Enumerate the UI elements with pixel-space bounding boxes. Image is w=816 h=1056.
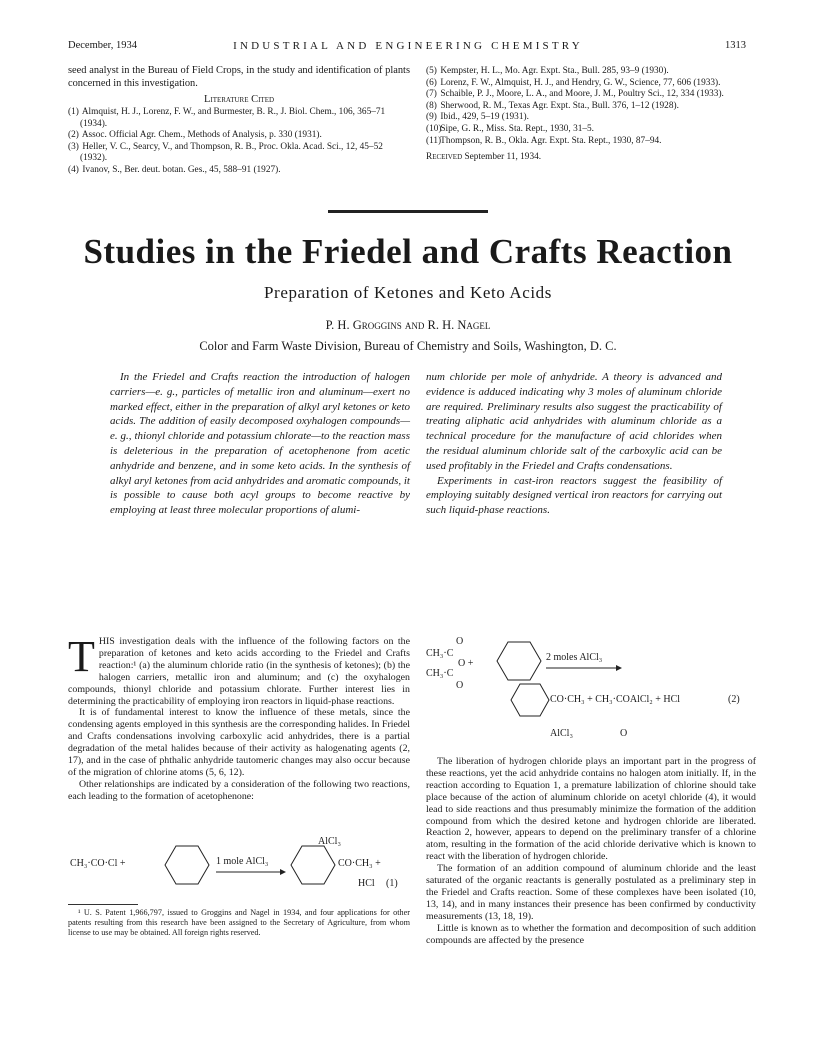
eq2-oxygen: O	[620, 728, 628, 739]
eq2-reagent: 2 moles AlCl₃	[546, 652, 603, 663]
body-left-column	[68, 632, 410, 803]
references-list-left	[68, 107, 410, 177]
references-list-right	[426, 66, 756, 164]
benzene-ring-icon	[164, 844, 210, 886]
reference-item: (6) Lorenz, F. W., Almquist, H. J., and Hendry, G. W., Science, 77, 606 (1933).	[426, 77, 721, 88]
reference-item: (7) Schaible, P. J., Moore, L. A., and Moore, J. M., Poultry Sci., 12, 334 (1933).	[426, 89, 724, 100]
literature-cited-heading: Literature Cited	[203, 94, 275, 105]
reference-item: (8) Sherwood, R. M., Texas Agr. Expt. Sta., Bull. 376, 1–12 (1928).	[426, 100, 679, 111]
abstract-left: In the Friedel and Crafts reaction the introduction of halogen carriers—e. g., particles of metallic iron and aluminum—exert no marked effect, either in the preparation of alkyl aryl ketones or keto acids. The addition of easily decomposed oxyhalogen compounds—e. g., thionyl chloride and potassium chlorate—to the reaction mass is deleterious in the preparation of acetophenone from acetic anhydride and benzene, and in some keto acids. In the synthesis of alkyl aryl ketones from acid anhydrides and aromatic compounds, it is possible to cause both acyl groups to become reactive by employing at least three molecular proportions of alumi-	[110, 371, 410, 517]
benzene-ring-icon	[496, 640, 542, 682]
drop-cap: T	[68, 632, 95, 681]
body-paragraph: It is of fundamental interest to know the influence of these metals, since the condensing agents employed in this synthesis are the corresponding halides. In Friedel and Crafts condensations involving carboxylic acid anhydrides, there is a partial degradation of the metal halides because of their activity as halogenating agents (2, 17), and in the case of phthalic anhydride tautomeric changes may also occur because of the migration of chlorine atoms (5, 6, 12).	[68, 707, 410, 778]
arrow-icon	[546, 664, 622, 672]
footnote-rule	[68, 904, 138, 905]
eq1-reactant: CH₃·CO·Cl +	[70, 858, 126, 869]
article-affiliation: Color and Farm Waste Division, Bureau of Chemistry and Soils, Washington, D. C.	[199, 339, 617, 353]
previous-article-text: seed analyst in the Bureau of Field Crops, in the study and identification of plants concerned in this investigation.	[68, 65, 410, 89]
benzene-ring-icon	[290, 844, 336, 886]
arrow-icon	[216, 868, 286, 876]
eq1-catalyst: AlCl₃	[318, 836, 341, 847]
reference-item: (9) Ibid., 429, 5–19 (1931).	[426, 112, 529, 123]
reference-item: (11) Thompson, R. B., Okla. Agr. Expt. Sta. Rept., 1930, 87–94.	[426, 135, 662, 146]
eq1-product: CO·CH₃ +	[338, 858, 381, 869]
header-date: December, 1934	[68, 40, 137, 51]
eq2-alcl3: AlCl₃	[550, 728, 573, 739]
abstract-paragraph: Experiments in cast-iron reactors suggest the feasibility of employing suitably designed vertical iron reactors for carrying out such liquid-phase reactions.	[426, 474, 722, 517]
section-divider	[328, 210, 488, 213]
reference-item: (4) Ivanov, S., Ber. deut. botan. Ges., 45, 588–91 (1927).	[68, 164, 281, 175]
abstract-paragraph: num chloride per mole of anhydride. A theory is advanced and evidence is adduced indicating why 3 moles of aluminum chloride are required. Preliminary results also suggest the practicability of treating aliphatic acid anhydrides with aluminum chloride as a technical procedure for the manufacture of acid chlorides when the residual aluminum chloride salt of the carboxylic acid can be used profitably in the Friedel and Crafts condensations.	[426, 371, 722, 472]
eq1-number: (1)	[386, 878, 398, 889]
eq2-number: (2)	[728, 694, 740, 705]
equation-1	[68, 836, 410, 892]
article-authors: P. H. Groggins and R. H. Nagel	[325, 318, 491, 332]
eq1-byproduct: HCl	[358, 878, 375, 889]
body-paragraph: The formation of an addition compound of aluminum chloride and the least saturated of the organic reactants is generally postulated as a preliminary step in the Friedel and Crafts reaction. Some of these complexes have been isolated (10, 13, 14), and in many instances their presence has been confirmed by conductivity measurements (13, 18, 19).	[426, 863, 756, 922]
body-right-column	[426, 756, 756, 947]
eq2-product: CO·CH₃ + CH₃·COAlCl₂ + HCl	[550, 694, 681, 705]
received-date: Received September 11, 1934.	[426, 152, 542, 163]
header-journal: INDUSTRIAL AND ENGINEERING CHEMISTRY	[233, 40, 583, 52]
article-title: Studies in the Friedel and Crafts Reaction	[83, 232, 733, 271]
reference-item: (3) Heller, V. C., Searcy, V., and Thompson, R. B., Proc. Okla. Acad. Sci., 12, 45–52 (1932).	[68, 141, 383, 164]
equation-2: O CH₃·C O + CH₃·C O 2 moles AlCl₃ CO·CH₃ + CH₃·COAlCl₂ + HCl (2)	[426, 636, 756, 714]
previous-article-end-left	[68, 64, 410, 177]
body-paragraph: Other relationships are indicated by a consideration of the following two reactions, each leading to the formation of acetophenone:	[68, 778, 410, 802]
abstract-right	[426, 370, 722, 518]
reference-item: (2) Assoc. Official Agr. Chem., Methods of Analysis, p. 330 (1931).	[68, 130, 322, 141]
body-paragraph: The liberation of hydrogen chloride plays an important part in the progress of these reactions, yet the acid anhydride contains no halogen atom initially. If, in the reaction according to Equation 1, a premature labilization of chlorine should take place because of the action of aluminum chloride on acetyl chloride (4), it would lead to side reactions and thus presumably minimize the formation of the addition compound from which the desired ketone and hydrogen chloride are liberated. Reaction 2, however, appears to depend on the preliminary transfer of a chlorine atom, resulting in the formation of the acid chloride derivative which is known to react with the liberation of hydrogen chloride.	[426, 756, 756, 863]
header-page-number: 1313	[725, 40, 746, 51]
footnote: ¹ U. S. Patent 1,966,797, issued to Groggins and Nagel in 1934, and four applications for other patents resulting from this research have been assigned to the Secretary of Agriculture, from whom license to use may be obtained. All foreign rights reserved.	[68, 908, 410, 938]
eq1-reagent: 1 mole AlCl₃	[216, 856, 269, 867]
article-subtitle: Preparation of Ketones and Keto Acids	[264, 283, 552, 302]
benzene-ring-icon	[510, 682, 550, 718]
body-paragraph: Little is known as to whether the formation and decomposition of such addition compounds are affected by the presence	[426, 922, 756, 946]
reference-item: (10) Sipe, G. R., Miss. Sta. Rept., 1930, 31–5.	[426, 123, 594, 134]
reference-item: (1) Almquist, H. J., Lorenz, F. W., and Burmester, B. R., J. Biol. Chem., 106, 365–71 (1934).	[68, 107, 386, 129]
reference-item: (5) Kempster, H. L., Mo. Agr. Expt. Sta., Bull. 285, 93–9 (1930).	[426, 66, 669, 76]
body-paragraph: HIS investigation deals with the influence of the following factors on the preparation of ketones and keto acids according to the Friedel and Crafts reaction:¹ (a) the aluminum chloride ratio (in the synthesis of ketones); (b) the halogen carriers, metallic iron and aluminum; and (c) the oxyhalogen compounds, thionyl chloride and potassium chlorate. Further interest lies in determining the practicability of employing iron reactors in liquid-phase reactions.	[68, 636, 410, 707]
